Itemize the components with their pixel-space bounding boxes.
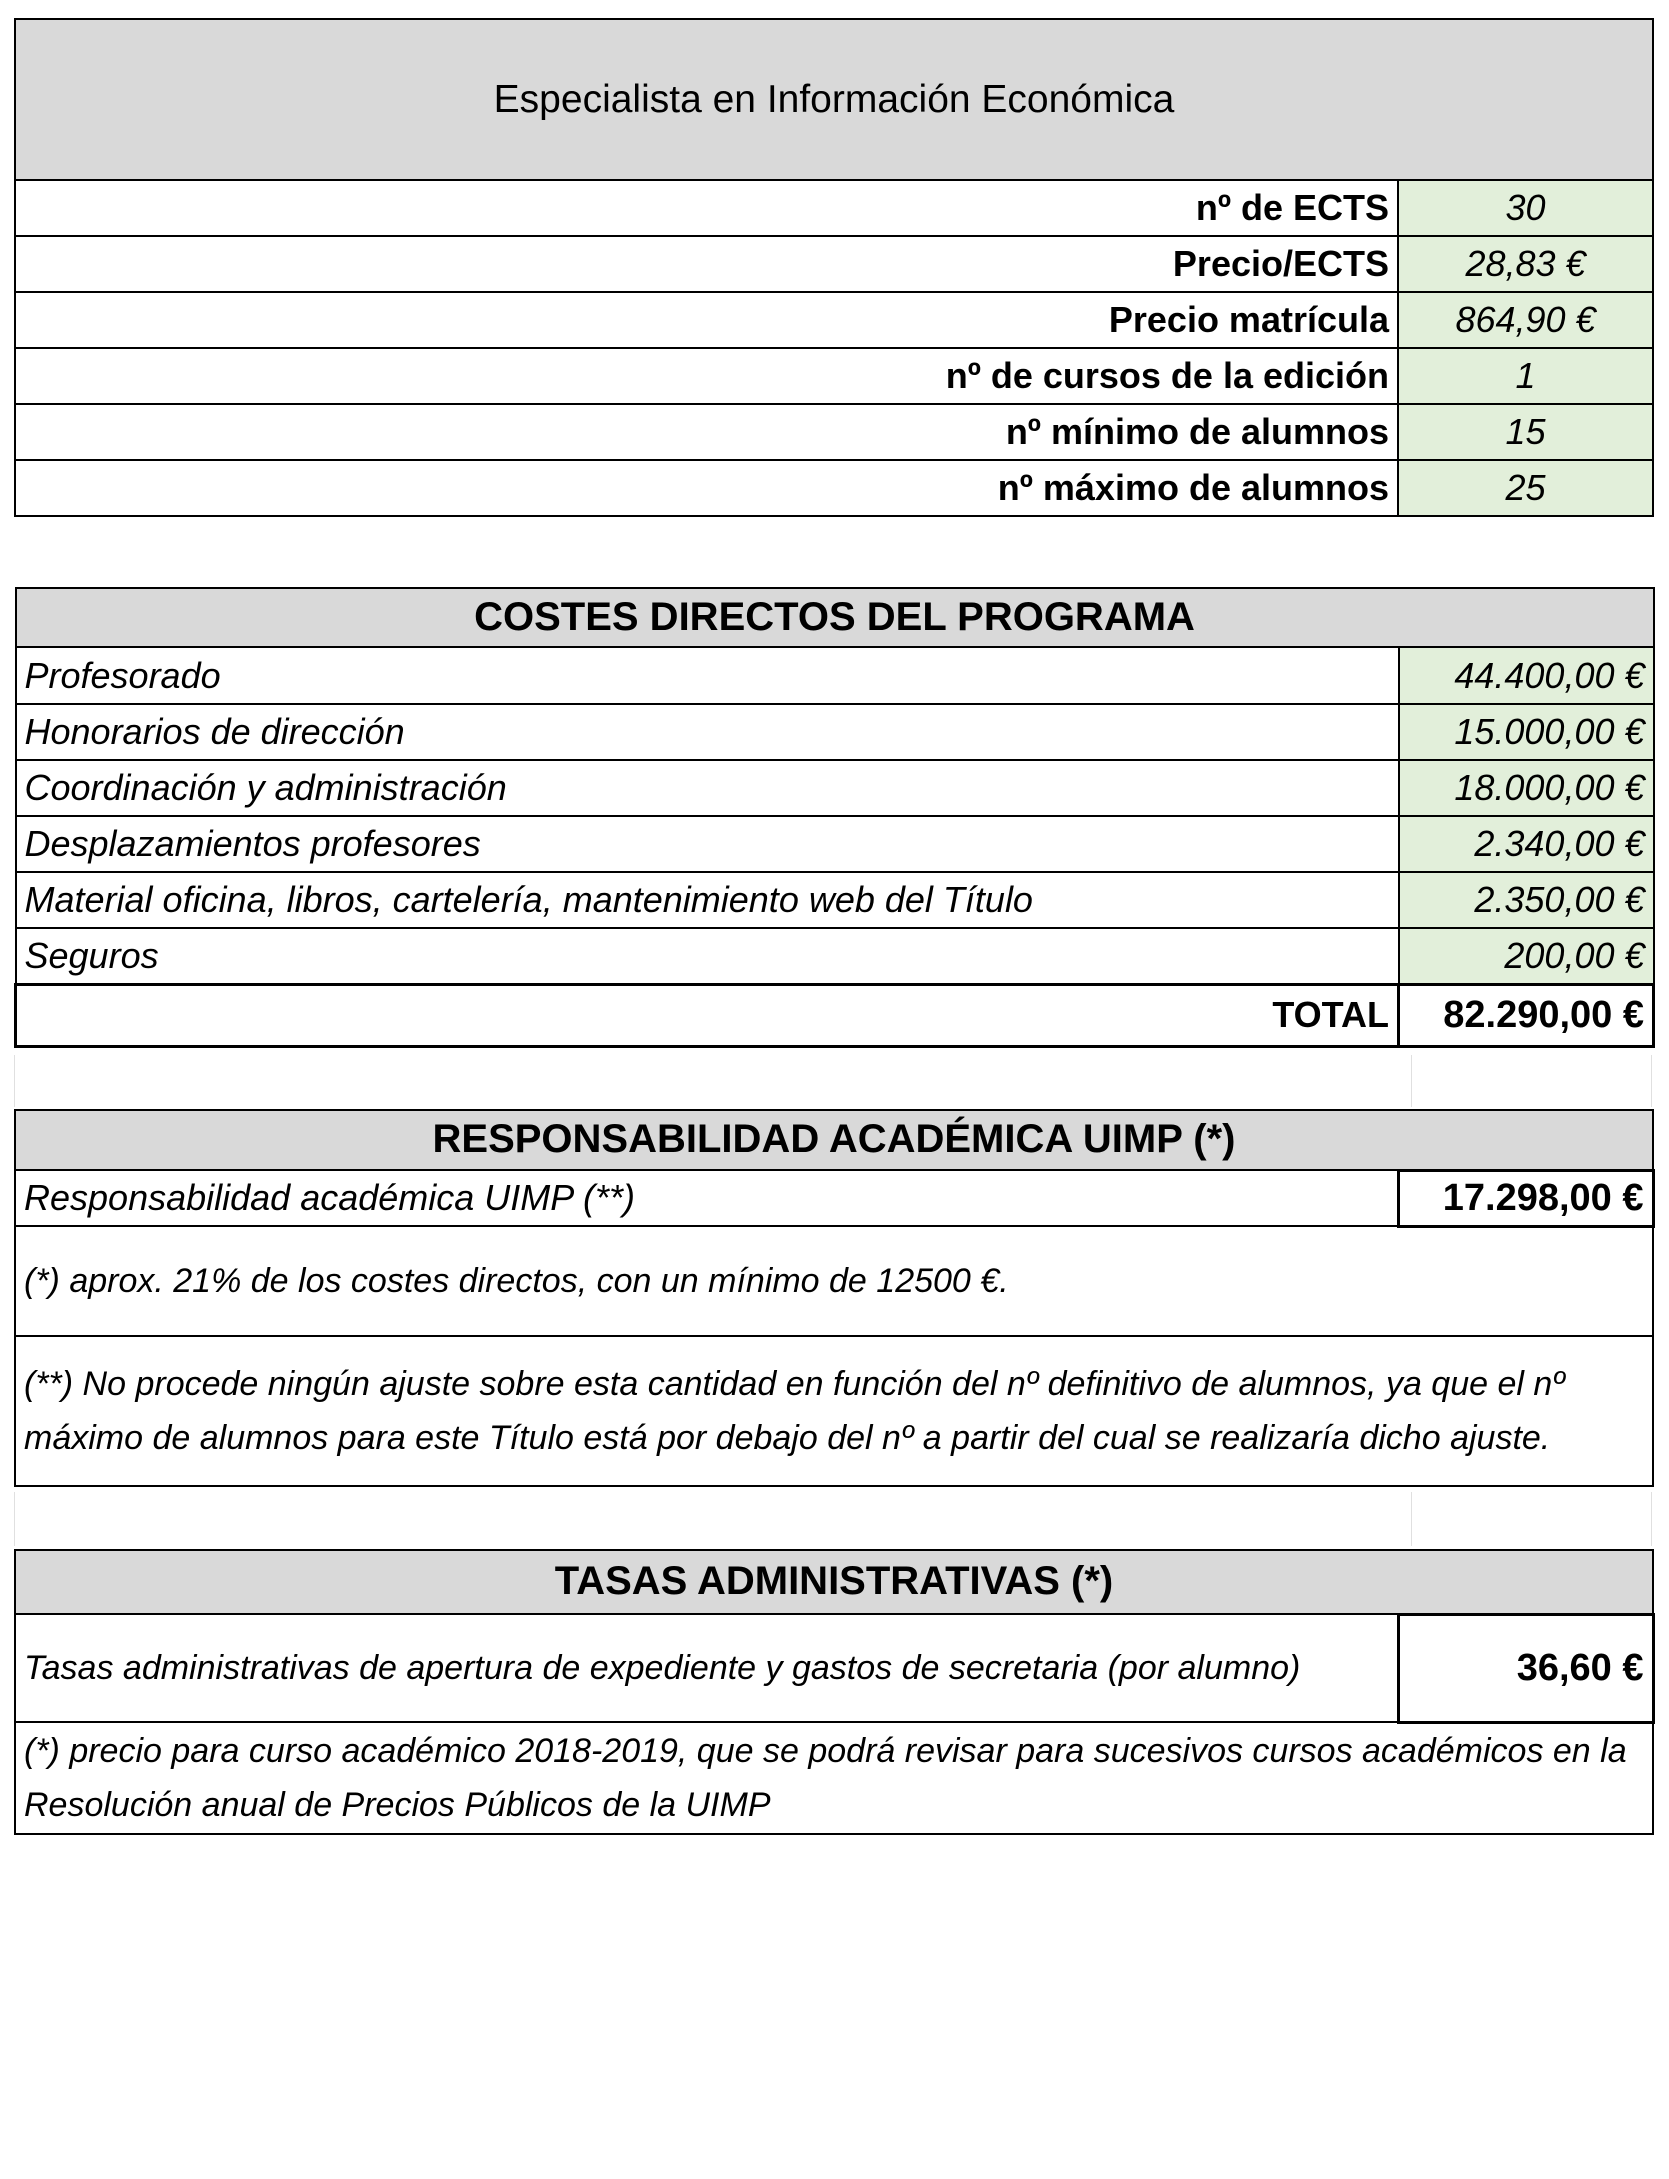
summary-block [14, 18, 1652, 517]
total-row [16, 984, 1654, 1046]
cost-item-label: Seguros [16, 928, 1399, 984]
cost-item-value: 15.000,00 € [1399, 704, 1654, 760]
costes-table [14, 587, 1655, 1048]
summary-row [15, 348, 1653, 404]
page-title: Especialista en Información Económica [15, 19, 1653, 180]
table-row [16, 760, 1654, 816]
summary-value: 15 [1398, 404, 1653, 460]
cost-item-value: 2.340,00 € [1399, 816, 1654, 872]
costes-block [14, 587, 1652, 1048]
tasas-table [14, 1549, 1655, 1835]
responsabilidad-table [14, 1109, 1655, 1487]
responsabilidad-label: Responsabilidad académica UIMP (**) [15, 1170, 1398, 1226]
summary-label: nº mínimo de alumnos [15, 404, 1398, 460]
summary-row [15, 460, 1653, 516]
responsabilidad-block [14, 1109, 1652, 1487]
summary-value: 1 [1398, 348, 1653, 404]
responsabilidad-note-2: (**) No procede ningún ajuste sobre esta cantidad en función del nº definitivo de alumnos, ya que el nº máximo de alumnos para este Título está por debajo del nº a partir del cual se realizaría dicho ajuste. [15, 1336, 1653, 1486]
summary-row [15, 180, 1653, 236]
cost-item-label: Honorarios de dirección [16, 704, 1399, 760]
total-label: TOTAL [16, 984, 1399, 1046]
summary-table [14, 18, 1654, 517]
summary-value: 864,90 € [1398, 292, 1653, 348]
cost-item-label: Material oficina, libros, cartelería, mantenimiento web del Título [16, 872, 1399, 928]
summary-value: 30 [1398, 180, 1653, 236]
costes-header: COSTES DIRECTOS DEL PROGRAMA [16, 588, 1654, 647]
table-row [16, 816, 1654, 872]
cost-item-value: 200,00 € [1399, 928, 1654, 984]
cost-item-label: Profesorado [16, 647, 1399, 704]
table-row [16, 928, 1654, 984]
summary-value: 28,83 € [1398, 236, 1653, 292]
summary-label: Precio/ECTS [15, 236, 1398, 292]
summary-label: nº de ECTS [15, 180, 1398, 236]
table-row [16, 647, 1654, 704]
tasas-block [14, 1549, 1652, 1835]
cost-item-value: 2.350,00 € [1399, 872, 1654, 928]
summary-value: 25 [1398, 460, 1653, 516]
table-row [16, 872, 1654, 928]
summary-label: nº máximo de alumnos [15, 460, 1398, 516]
summary-row [15, 292, 1653, 348]
cost-item-label: Coordinación y administración [16, 760, 1399, 816]
total-value: 82.290,00 € [1399, 984, 1654, 1046]
spacer-row [14, 1492, 1652, 1546]
table-row [16, 704, 1654, 760]
table-row [15, 1170, 1653, 1226]
tasas-note: (*) precio para curso académico 2018-2019, que se podrá revisar para sucesivos cursos académicos en la Resolución anual de Precios Públicos de la UIMP [15, 1722, 1653, 1834]
responsabilidad-value: 17.298,00 € [1398, 1170, 1653, 1226]
table-row [15, 1614, 1653, 1722]
summary-row [15, 404, 1653, 460]
tasas-header: TASAS ADMINISTRATIVAS (*) [15, 1550, 1653, 1614]
cost-item-label: Desplazamientos profesores [16, 816, 1399, 872]
tasas-label: Tasas administrativas de apertura de expediente y gastos de secretaria (por alumno) [15, 1614, 1398, 1722]
cost-item-value: 18.000,00 € [1399, 760, 1654, 816]
cost-item-value: 44.400,00 € [1399, 647, 1654, 704]
summary-row [15, 236, 1653, 292]
responsabilidad-header: RESPONSABILIDAD ACADÉMICA UIMP (*) [15, 1110, 1653, 1170]
summary-label: nº de cursos de la edición [15, 348, 1398, 404]
spacer-row [14, 1055, 1652, 1107]
responsabilidad-note-1: (*) aprox. 21% de los costes directos, con un mínimo de 12500 €. [15, 1226, 1653, 1336]
tasas-value: 36,60 € [1398, 1614, 1653, 1722]
summary-label: Precio matrícula [15, 292, 1398, 348]
